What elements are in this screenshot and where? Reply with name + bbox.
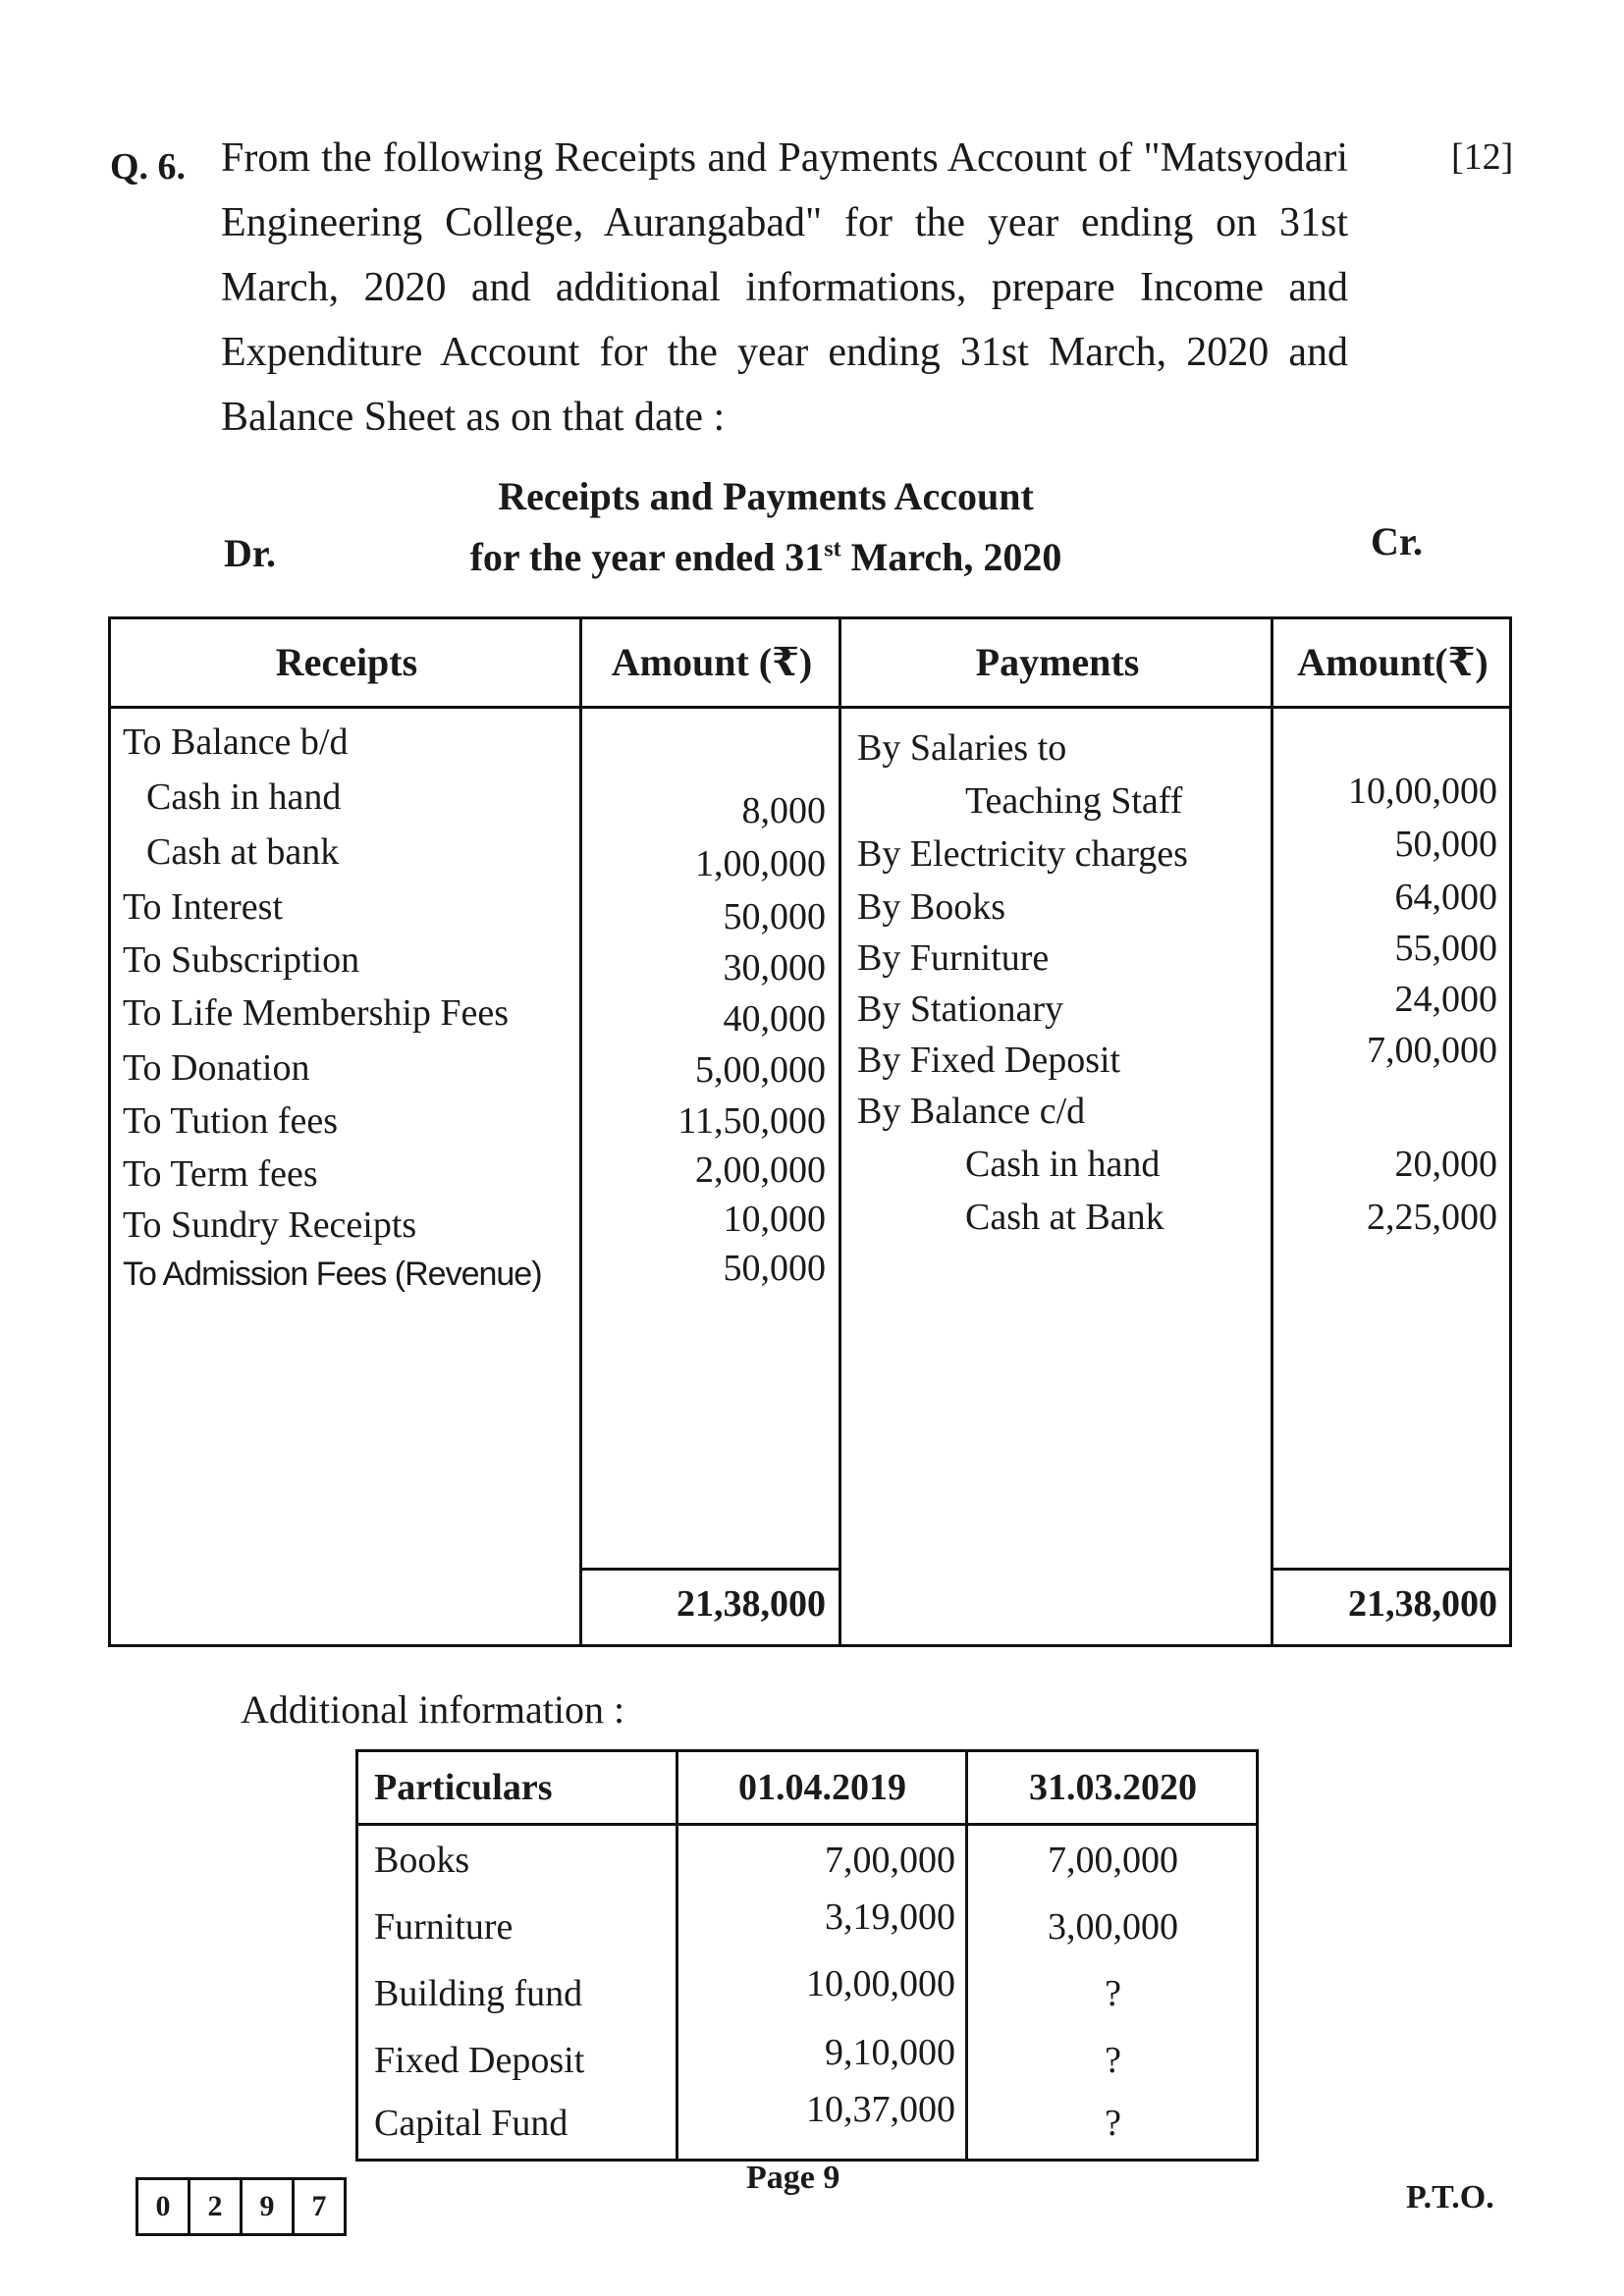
payment-label: By Salaries to [857,727,1067,769]
total-rule-right [1273,1568,1512,1571]
particular: Building fund [374,1973,583,2014]
payment-amount: 55,000 [1394,928,1497,969]
receipt-label: To Admission Fees (Revenue) [123,1255,542,1293]
closing-value: 3,00,000 [1048,1906,1178,1948]
closing-value: 7,00,000 [1048,1840,1178,1881]
subtitle-suffix: March, 2020 [840,535,1062,579]
payment-amount: 50,000 [1394,824,1497,865]
payment-label: By Fixed Deposit [857,1040,1121,1081]
closing-value: ? [1105,2040,1121,2081]
pto-label: P.T.O. [1406,2179,1494,2216]
receipt-amount: 50,000 [723,896,826,937]
receipt-label: To Subscription [123,939,360,981]
receipt-label: To Tution fees [123,1100,339,1142]
question-text: From the following Receipts and Payments Account of "Matsyodari Engineering College, Aurangabad" for the year ending on 31st March, 2020 and additional informations, prepare Income and Expenditure Account for the year ending 31st March, 2020 and Balance Sheet as on that date : [221,135,1348,440]
additional-info-table [355,1749,1259,2162]
particular: Books [374,1840,470,1881]
payment-label: By Books [857,886,1005,928]
receipt-label: To Balance b/d [123,721,349,763]
total-rule-left [582,1568,841,1571]
payment-label: By Stationary [857,988,1064,1030]
opening-value: 7,00,000 [825,1840,955,1881]
code-digit: 9 [243,2180,295,2233]
account-title: Receipts and Payments Account [498,474,1034,518]
receipt-amount: 1,00,000 [695,843,826,884]
payment-label: By Balance c/d [857,1091,1086,1132]
receipt-amount: 50,000 [723,1248,826,1289]
code-digit: 7 [311,2190,327,2222]
receipt-label: To Interest [123,886,284,928]
opening-value: 9,10,000 [825,2032,955,2073]
payment-amount: 7,00,000 [1367,1030,1497,1071]
paper-code-boxes [135,2177,347,2236]
total-receipts: 21,38,000 [677,1583,826,1625]
account-subtitle [295,534,1237,580]
receipt-label: Cash at bank [146,831,340,873]
question-number: Q. 6. [110,146,187,187]
opening-value: 10,00,000 [806,1963,955,2004]
payment-amount: 64,000 [1394,877,1497,918]
payment-label: Teaching Staff [965,780,1183,822]
total-payments: 21,38,000 [1348,1583,1497,1625]
subtitle-sup: st [824,536,841,562]
closing-value: ? [1105,1973,1121,2014]
receipt-amount: 8,000 [741,790,826,831]
payment-amount: 20,000 [1394,1144,1497,1185]
payment-label: By Furniture [857,937,1050,979]
cr-label: Cr. [1371,519,1423,563]
receipt-label: Cash in hand [146,776,342,818]
code-digit: 2 [190,2180,243,2233]
header-divider [358,1823,1256,1826]
payment-amount: 2,25,000 [1367,1197,1497,1238]
code-digit: 0 [138,2180,190,2233]
additional-info-heading: Additional information : [241,1687,625,1732]
payment-amount: 10,00,000 [1348,771,1497,812]
opening-value: 3,19,000 [825,1896,955,1938]
receipt-amount: 2,00,000 [695,1149,826,1191]
particular: Fixed Deposit [374,2040,585,2081]
receipt-amount: 40,000 [723,998,826,1040]
receipt-label: To Sundry Receipts [123,1204,417,1246]
receipts-payments-table [108,616,1512,1647]
particular: Capital Fund [374,2103,568,2144]
header-payments: Payments [975,640,1140,684]
particular: Furniture [374,1906,514,1948]
page-number: Page 9 [746,2160,840,2196]
receipt-amount: 10,000 [723,1199,826,1240]
question-marks: [12] [1451,136,1514,178]
payment-label: By Electricity charges [857,833,1188,875]
subtitle-prefix: for the year ended 31 [469,535,825,579]
receipt-label: To Donation [123,1047,310,1089]
header-amount-left: Amount (₹) [611,640,813,684]
receipt-amount: 30,000 [723,947,826,988]
header-particulars: Particulars [374,1767,553,1808]
opening-value: 10,37,000 [806,2089,955,2130]
receipt-label: To Life Membership Fees [123,992,510,1034]
header-amount-right: Amount(₹) [1297,640,1489,684]
payment-label: Cash in hand [965,1144,1161,1185]
receipt-label: To Term fees [123,1153,318,1195]
header-date-opening: 01.04.2019 [738,1767,906,1808]
receipt-amount: 11,50,000 [677,1100,826,1142]
header-receipts: Receipts [275,640,418,684]
receipt-amount: 5,00,000 [695,1049,826,1091]
header-date-closing: 31.03.2020 [1029,1767,1197,1808]
payment-amount: 24,000 [1394,979,1497,1020]
dr-label: Dr. [224,531,276,575]
header-divider [111,706,1509,709]
closing-value: ? [1105,2103,1121,2144]
payment-label: Cash at Bank [965,1197,1164,1238]
